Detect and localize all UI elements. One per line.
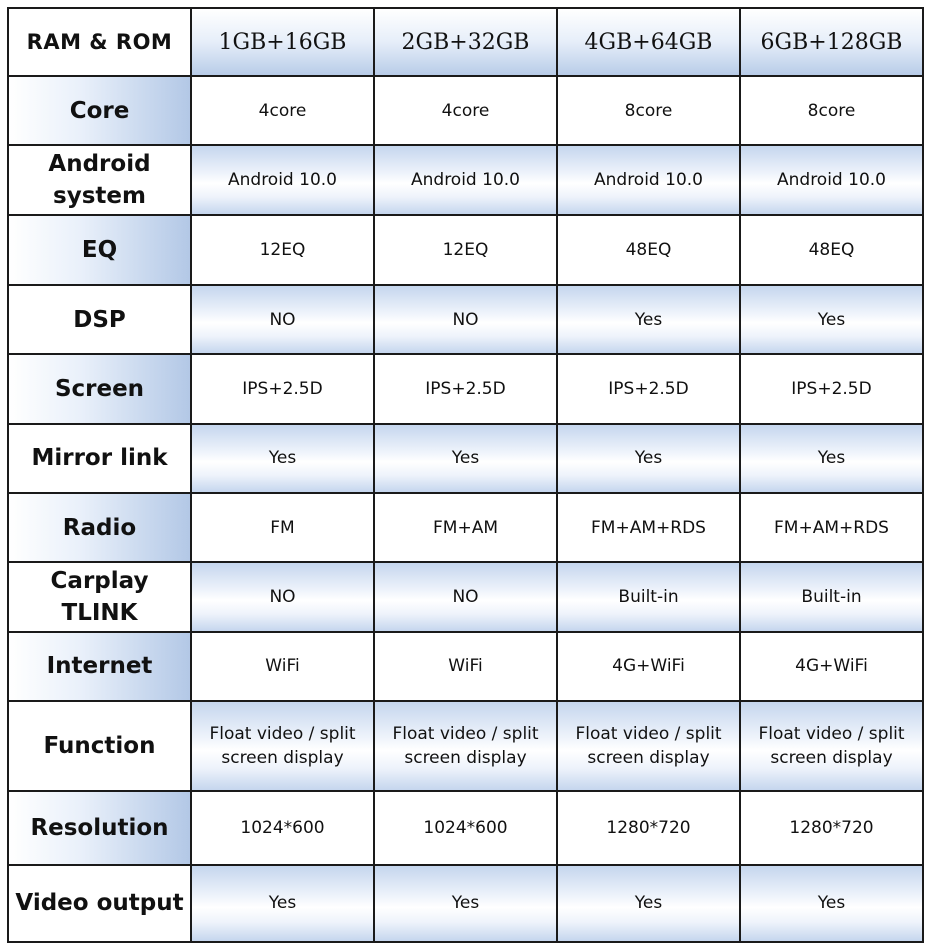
spec-value: Built-in (557, 562, 740, 631)
spec-value: 1024*600 (374, 791, 557, 864)
spec-value: 48EQ (557, 215, 740, 285)
spec-label: Video output (8, 865, 191, 942)
spec-value: FM+AM+RDS (557, 493, 740, 562)
spec-row (8, 145, 923, 214)
spec-value: Yes (557, 865, 740, 942)
spec-value: Yes (557, 285, 740, 354)
spec-value: 1280*720 (557, 791, 740, 864)
spec-label: Resolution (8, 791, 191, 864)
spec-value: IPS+2.5D (740, 354, 923, 423)
spec-value: FM+AM+RDS (740, 493, 923, 562)
spec-value: IPS+2.5D (557, 354, 740, 423)
spec-value: 8core (740, 76, 923, 145)
spec-value: 1280*720 (740, 791, 923, 864)
spec-value: Android 10.0 (740, 145, 923, 214)
variant-header: 4GB+64GB (557, 8, 740, 76)
spec-label: EQ (8, 215, 191, 285)
spec-value: Android 10.0 (374, 145, 557, 214)
spec-value: Yes (740, 285, 923, 354)
spec-value: NO (191, 285, 374, 354)
spec-row (8, 701, 923, 791)
spec-value: 48EQ (740, 215, 923, 285)
spec-value: Yes (740, 424, 923, 493)
spec-value: NO (374, 285, 557, 354)
spec-value: Yes (374, 865, 557, 942)
spec-label: Mirror link (8, 424, 191, 493)
spec-value: 4G+WiFi (740, 632, 923, 701)
spec-value: Float video / split screen display (740, 701, 923, 791)
spec-row (8, 632, 923, 701)
variant-header: 2GB+32GB (374, 8, 557, 76)
spec-row (8, 215, 923, 285)
spec-label: Screen (8, 354, 191, 423)
spec-value: 1024*600 (191, 791, 374, 864)
spec-value: NO (374, 562, 557, 631)
spec-value: Yes (191, 865, 374, 942)
spec-value: Yes (374, 424, 557, 493)
spec-value: WiFi (374, 632, 557, 701)
variant-header: 1GB+16GB (191, 8, 374, 76)
spec-value: Yes (191, 424, 374, 493)
spec-label: Core (8, 76, 191, 145)
spec-row (8, 562, 923, 631)
spec-value: 8core (557, 76, 740, 145)
spec-value: FM (191, 493, 374, 562)
spec-value: Yes (557, 424, 740, 493)
spec-value: 12EQ (374, 215, 557, 285)
variant-header: 6GB+128GB (740, 8, 923, 76)
spec-comparison-table (7, 7, 924, 943)
spec-row (8, 791, 923, 864)
spec-row (8, 354, 923, 423)
spec-value: 4core (191, 76, 374, 145)
spec-value: IPS+2.5D (191, 354, 374, 423)
ram-rom-header: RAM & ROM (8, 8, 191, 76)
spec-label: Android system (8, 145, 191, 214)
spec-value: Built-in (740, 562, 923, 631)
spec-label: DSP (8, 285, 191, 354)
spec-label: Carplay TLINK (8, 562, 191, 631)
spec-value: 4G+WiFi (557, 632, 740, 701)
spec-value: Float video / split screen display (557, 701, 740, 791)
spec-label: Radio (8, 493, 191, 562)
spec-value: NO (191, 562, 374, 631)
spec-body (8, 76, 923, 942)
spec-value: Yes (740, 865, 923, 942)
spec-value: Float video / split screen display (374, 701, 557, 791)
spec-row (8, 493, 923, 562)
spec-row (8, 424, 923, 493)
spec-value: FM+AM (374, 493, 557, 562)
spec-value: WiFi (191, 632, 374, 701)
spec-row (8, 865, 923, 942)
spec-value: Android 10.0 (557, 145, 740, 214)
spec-value: Android 10.0 (191, 145, 374, 214)
spec-label: Function (8, 701, 191, 791)
spec-value: Float video / split screen display (191, 701, 374, 791)
header-row (8, 8, 923, 76)
spec-value: IPS+2.5D (374, 354, 557, 423)
spec-value: 4core (374, 76, 557, 145)
spec-value: 12EQ (191, 215, 374, 285)
spec-label: Internet (8, 632, 191, 701)
spec-row (8, 285, 923, 354)
spec-row (8, 76, 923, 145)
